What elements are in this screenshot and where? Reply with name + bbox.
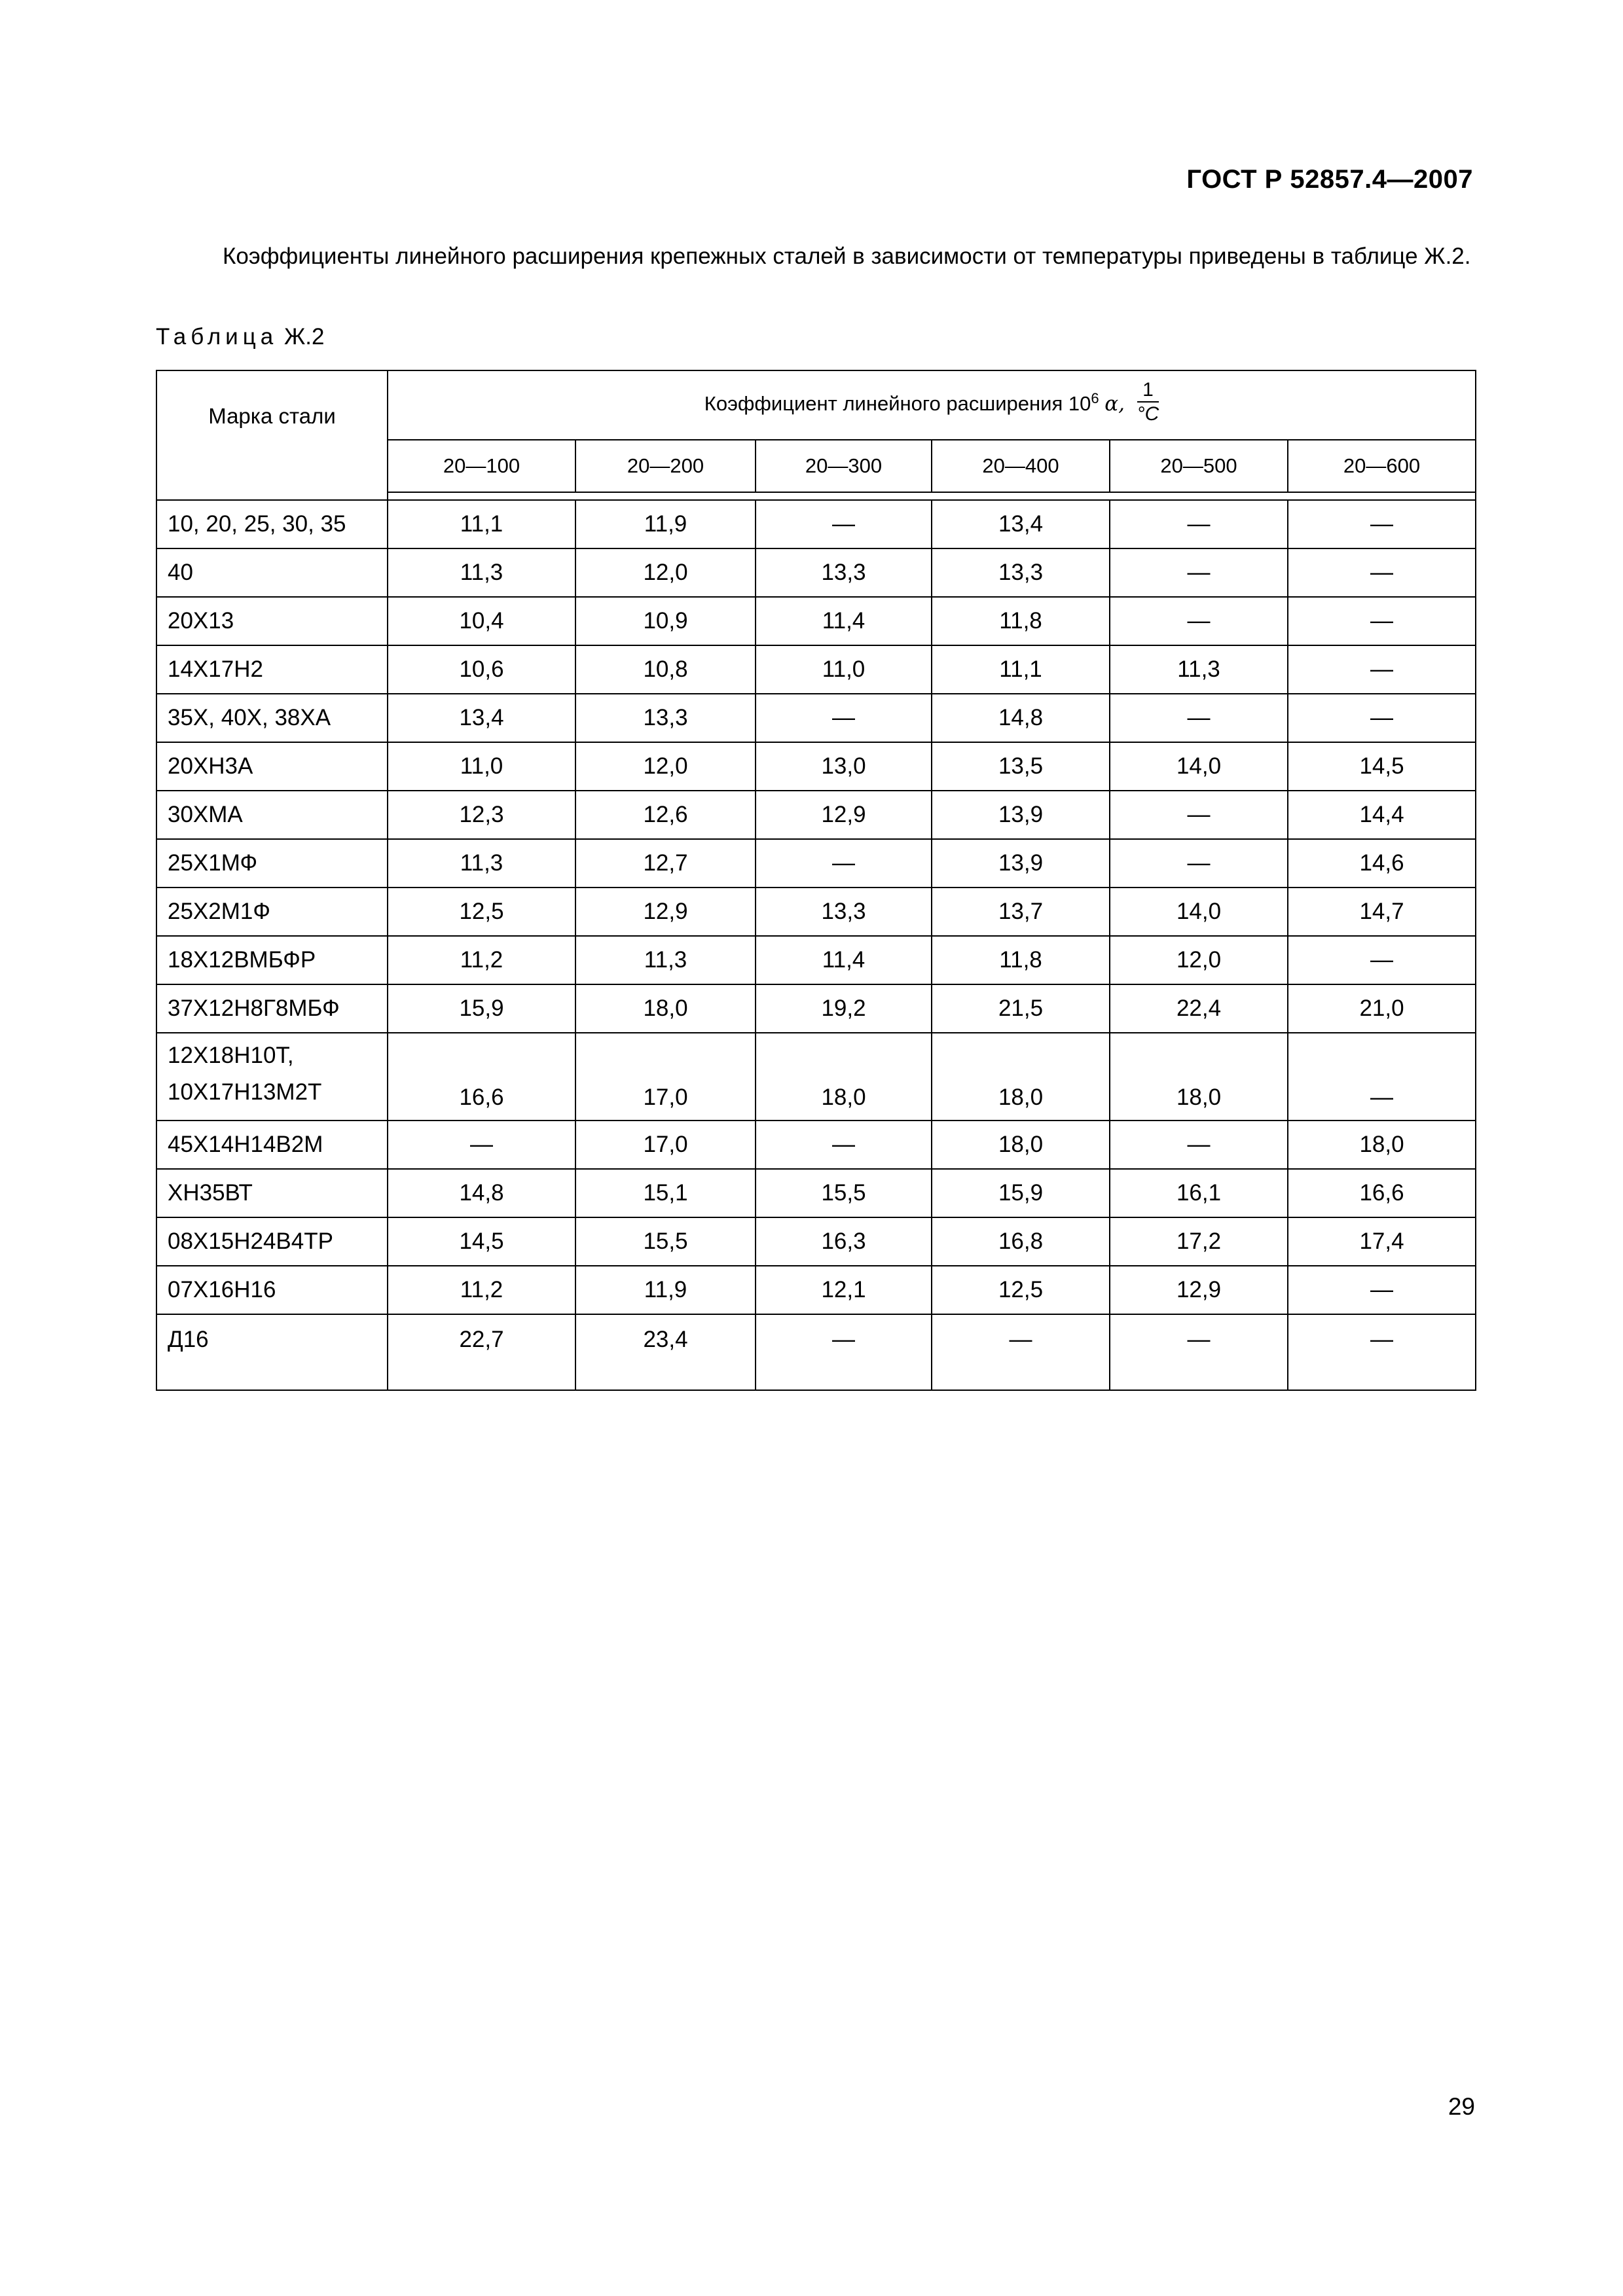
coefficient-value-cell: — — [1110, 500, 1288, 548]
steel-grade-cell — [156, 645, 388, 694]
coefficient-value-cell: 11,3 — [388, 548, 575, 597]
steel-grade: 08Х15Н24В4ТР — [168, 1229, 333, 1254]
coefficient-value-cell: 18,0 — [575, 984, 756, 1033]
coefficient-value-cell: 17,2 — [1110, 1217, 1288, 1266]
coefficient-value-cell: 18,0 — [932, 1121, 1110, 1169]
coefficient-value-cell: 11,0 — [388, 742, 575, 791]
coefficient-value-cell: — — [1288, 597, 1476, 645]
coefficient-exponent: 6 — [1091, 389, 1099, 406]
steel-grade: 14Х17Н2 — [168, 656, 263, 682]
coefficient-value-cell: 13,5 — [932, 742, 1110, 791]
coefficient-value-cell: 13,9 — [932, 839, 1110, 888]
steel-grade-cell — [156, 500, 388, 548]
coefficient-value-cell: 13,4 — [388, 694, 575, 742]
coefficient-value-cell: 10,6 — [388, 645, 575, 694]
coefficient-value-cell: — — [1288, 1033, 1476, 1121]
table-row — [156, 1169, 1476, 1217]
steel-grade: 25Х1МФ — [168, 850, 258, 876]
coefficient-value-cell: 11,8 — [932, 936, 1110, 984]
steel-grade-cell — [156, 888, 388, 936]
coefficient-value-cell: 13,0 — [756, 742, 932, 791]
coefficient-value-cell: — — [932, 1314, 1110, 1390]
table-row — [156, 839, 1476, 888]
coefficient-value-cell: 12,0 — [575, 548, 756, 597]
coefficient-value-cell: 12,5 — [932, 1266, 1110, 1314]
coefficient-value-cell: 12,6 — [575, 791, 756, 839]
coefficient-value-cell: — — [756, 839, 932, 888]
coefficient-value-cell: 13,3 — [756, 888, 932, 936]
coefficient-value-cell: 16,1 — [1110, 1169, 1288, 1217]
table-row — [156, 1266, 1476, 1314]
steel-grade-cell — [156, 694, 388, 742]
steel-grade-cell — [156, 597, 388, 645]
page-number: 29 — [1448, 2093, 1475, 2120]
table-row — [156, 742, 1476, 791]
steel-grade-cell — [156, 984, 388, 1033]
coefficient-value-cell: 14,5 — [1288, 742, 1476, 791]
coefficient-value-cell: — — [1288, 1314, 1476, 1390]
table-caption — [156, 324, 324, 350]
steel-grade: 30ХМА — [168, 802, 243, 827]
range-header-6: 20—600 — [1288, 440, 1476, 492]
coefficient-value-cell: 14,8 — [932, 694, 1110, 742]
coefficient-value-cell: 13,3 — [575, 694, 756, 742]
steel-grade: 18Х12ВМБФР — [168, 947, 316, 973]
steel-grade-cell — [156, 936, 388, 984]
coefficient-value-cell: 12,0 — [1110, 936, 1288, 984]
coefficient-value-cell: — — [756, 694, 932, 742]
coefficient-value-cell: 16,6 — [388, 1033, 575, 1121]
coefficient-value-cell: — — [1110, 597, 1288, 645]
unit-fraction — [1137, 379, 1159, 426]
steel-grade: ХН35ВТ — [168, 1180, 253, 1206]
coefficient-value-cell: — — [1110, 1121, 1288, 1169]
coefficient-value-cell: 11,3 — [388, 839, 575, 888]
document-code: ГОСТ Р 52857.4—2007 — [1186, 165, 1473, 194]
alpha-symbol: α, — [1104, 392, 1125, 416]
table-row — [156, 1314, 1476, 1390]
steel-grade-cell — [156, 1217, 388, 1266]
coefficient-value-cell: — — [1288, 694, 1476, 742]
coefficient-value-cell: 11,9 — [575, 1266, 756, 1314]
coefficient-value-cell: 11,1 — [388, 500, 575, 548]
coefficient-value-cell: — — [1110, 839, 1288, 888]
table-row — [156, 500, 1476, 548]
coefficient-value-cell: 18,0 — [932, 1033, 1110, 1121]
coefficient-value-cell: 11,2 — [388, 1266, 575, 1314]
steel-grade-cell — [156, 1314, 388, 1390]
coefficient-value-cell: 11,9 — [575, 500, 756, 548]
steel-grade: 20Х13 — [168, 608, 234, 634]
coefficient-value-cell: — — [1110, 694, 1288, 742]
coefficient-value-cell: 11,0 — [756, 645, 932, 694]
coefficient-value-cell: 10,4 — [388, 597, 575, 645]
grade-column-header: Марка стали — [156, 370, 388, 500]
table-row — [156, 936, 1476, 984]
coefficient-value-cell: 12,9 — [756, 791, 932, 839]
steel-grade: 40 — [168, 560, 193, 585]
table-row — [156, 888, 1476, 936]
steel-grade: 45Х14Н14В2М — [168, 1132, 323, 1157]
coefficient-value-cell: 11,1 — [932, 645, 1110, 694]
table-row — [156, 645, 1476, 694]
coefficient-value-cell: 14,0 — [1110, 742, 1288, 791]
range-header-4: 20—400 — [932, 440, 1110, 492]
coefficient-value-cell: 21,5 — [932, 984, 1110, 1033]
table-row — [156, 984, 1476, 1033]
coefficient-value-cell: — — [756, 500, 932, 548]
coefficient-value-cell: — — [1110, 1314, 1288, 1390]
coefficient-value-cell: 13,3 — [932, 548, 1110, 597]
coefficient-value-cell: 12,7 — [575, 839, 756, 888]
table-row — [156, 1121, 1476, 1169]
coefficient-value-cell: 17,4 — [1288, 1217, 1476, 1266]
coefficient-value-cell: 18,0 — [1288, 1121, 1476, 1169]
range-header-1: 20—100 — [388, 440, 575, 492]
table-row — [156, 1033, 1476, 1121]
coefficient-value-cell: — — [1110, 791, 1288, 839]
coefficient-value-cell: 17,0 — [575, 1121, 756, 1169]
steel-grade: 25Х2М1Ф — [168, 899, 270, 924]
steel-grade-line2: 10Х17Н13М2Т — [168, 1079, 322, 1105]
steel-grade: 12Х18Н10Т, — [168, 1043, 294, 1068]
coefficient-value-cell: 13,7 — [932, 888, 1110, 936]
coefficient-value-cell: 14,7 — [1288, 888, 1476, 936]
coefficient-value-cell: 13,3 — [756, 548, 932, 597]
coefficient-value-cell: 12,9 — [1110, 1266, 1288, 1314]
steel-grade: 07Х16Н16 — [168, 1277, 276, 1302]
steel-grade: 37Х12Н8Г8МБФ — [168, 996, 340, 1021]
coefficient-value-cell: 18,0 — [756, 1033, 932, 1121]
coefficient-value-cell: — — [1110, 548, 1288, 597]
coefficient-value-cell: 16,8 — [932, 1217, 1110, 1266]
coefficient-value-cell: 11,4 — [756, 936, 932, 984]
coefficient-value-cell: 11,3 — [1110, 645, 1288, 694]
coefficient-value-cell: 14,8 — [388, 1169, 575, 1217]
coefficient-value-cell: 10,8 — [575, 645, 756, 694]
range-header-3: 20—300 — [756, 440, 932, 492]
coefficient-value-cell: — — [388, 1121, 575, 1169]
coefficient-value-cell: 10,9 — [575, 597, 756, 645]
table-row — [156, 1217, 1476, 1266]
table-caption-label: Таблица — [156, 324, 278, 350]
range-header-5: 20—500 — [1110, 440, 1288, 492]
coefficient-value-cell: 18,0 — [1110, 1033, 1288, 1121]
coefficient-value-cell: — — [1288, 936, 1476, 984]
coefficient-value-cell: 15,5 — [575, 1217, 756, 1266]
steel-grade: 10, 20, 25, 30, 35 — [168, 511, 346, 537]
expansion-coefficient-table — [156, 370, 1476, 1391]
coefficient-value-cell: 16,6 — [1288, 1169, 1476, 1217]
coefficient-value-cell: 11,3 — [575, 936, 756, 984]
coefficient-value-cell: 14,0 — [1110, 888, 1288, 936]
coefficient-value-cell: 14,6 — [1288, 839, 1476, 888]
coefficient-value-cell: — — [756, 1314, 932, 1390]
coefficient-value-cell: — — [1288, 548, 1476, 597]
table-row — [156, 694, 1476, 742]
unit-numerator: 1 — [1137, 379, 1159, 403]
intro-paragraph: Коэффициенты линейного расширения крепежных сталей в зависимости от температуры приведены в таблице Ж.2. — [223, 243, 1471, 269]
coefficient-value-cell: — — [1288, 1266, 1476, 1314]
steel-grade-cell — [156, 548, 388, 597]
coefficient-value-cell: 19,2 — [756, 984, 932, 1033]
coefficient-value-cell: 22,7 — [388, 1314, 575, 1390]
coefficient-value-cell: — — [756, 1121, 932, 1169]
coefficient-header-text: Коэффициент линейного расширения 10 — [704, 392, 1091, 416]
steel-grade-cell — [156, 1266, 388, 1314]
coefficient-value-cell: 12,1 — [756, 1266, 932, 1314]
steel-grade: 20ХН3А — [168, 753, 253, 779]
coefficient-value-cell: 11,8 — [932, 597, 1110, 645]
coefficient-value-cell: 22,4 — [1110, 984, 1288, 1033]
table-row — [156, 597, 1476, 645]
table-caption-number: Ж.2 — [283, 324, 325, 350]
steel-grade-cell — [156, 791, 388, 839]
coefficient-value-cell: 23,4 — [575, 1314, 756, 1390]
coefficient-value-cell: 11,2 — [388, 936, 575, 984]
coefficient-value-cell: 16,3 — [756, 1217, 932, 1266]
coefficient-value-cell: — — [1288, 500, 1476, 548]
steel-grade-cell — [156, 742, 388, 791]
steel-grade: 35Х, 40Х, 38ХА — [168, 705, 331, 730]
table-row — [156, 548, 1476, 597]
coefficient-value-cell: 15,9 — [932, 1169, 1110, 1217]
coefficient-header — [388, 370, 1476, 440]
table-row — [156, 791, 1476, 839]
unit-denominator: °С — [1137, 403, 1159, 425]
coefficient-value-cell: 12,5 — [388, 888, 575, 936]
coefficient-value-cell: 14,5 — [388, 1217, 575, 1266]
coefficient-value-cell: 12,9 — [575, 888, 756, 936]
coefficient-value-cell: 15,5 — [756, 1169, 932, 1217]
coefficient-value-cell: 13,4 — [932, 500, 1110, 548]
steel-grade-cell — [156, 1121, 388, 1169]
coefficient-value-cell: 11,4 — [756, 597, 932, 645]
coefficient-value-cell: 14,4 — [1288, 791, 1476, 839]
steel-grade-cell — [156, 839, 388, 888]
coefficient-value-cell: 15,1 — [575, 1169, 756, 1217]
coefficient-value-cell: 21,0 — [1288, 984, 1476, 1033]
steel-grade-cell — [156, 1033, 388, 1121]
coefficient-value-cell: — — [1288, 645, 1476, 694]
coefficient-value-cell: 12,3 — [388, 791, 575, 839]
range-header-2: 20—200 — [575, 440, 756, 492]
coefficient-value-cell: 17,0 — [575, 1033, 756, 1121]
steel-grade-cell — [156, 1169, 388, 1217]
coefficient-value-cell: 13,9 — [932, 791, 1110, 839]
steel-grade: Д16 — [168, 1327, 209, 1352]
coefficient-value-cell: 12,0 — [575, 742, 756, 791]
coefficient-value-cell: 15,9 — [388, 984, 575, 1033]
